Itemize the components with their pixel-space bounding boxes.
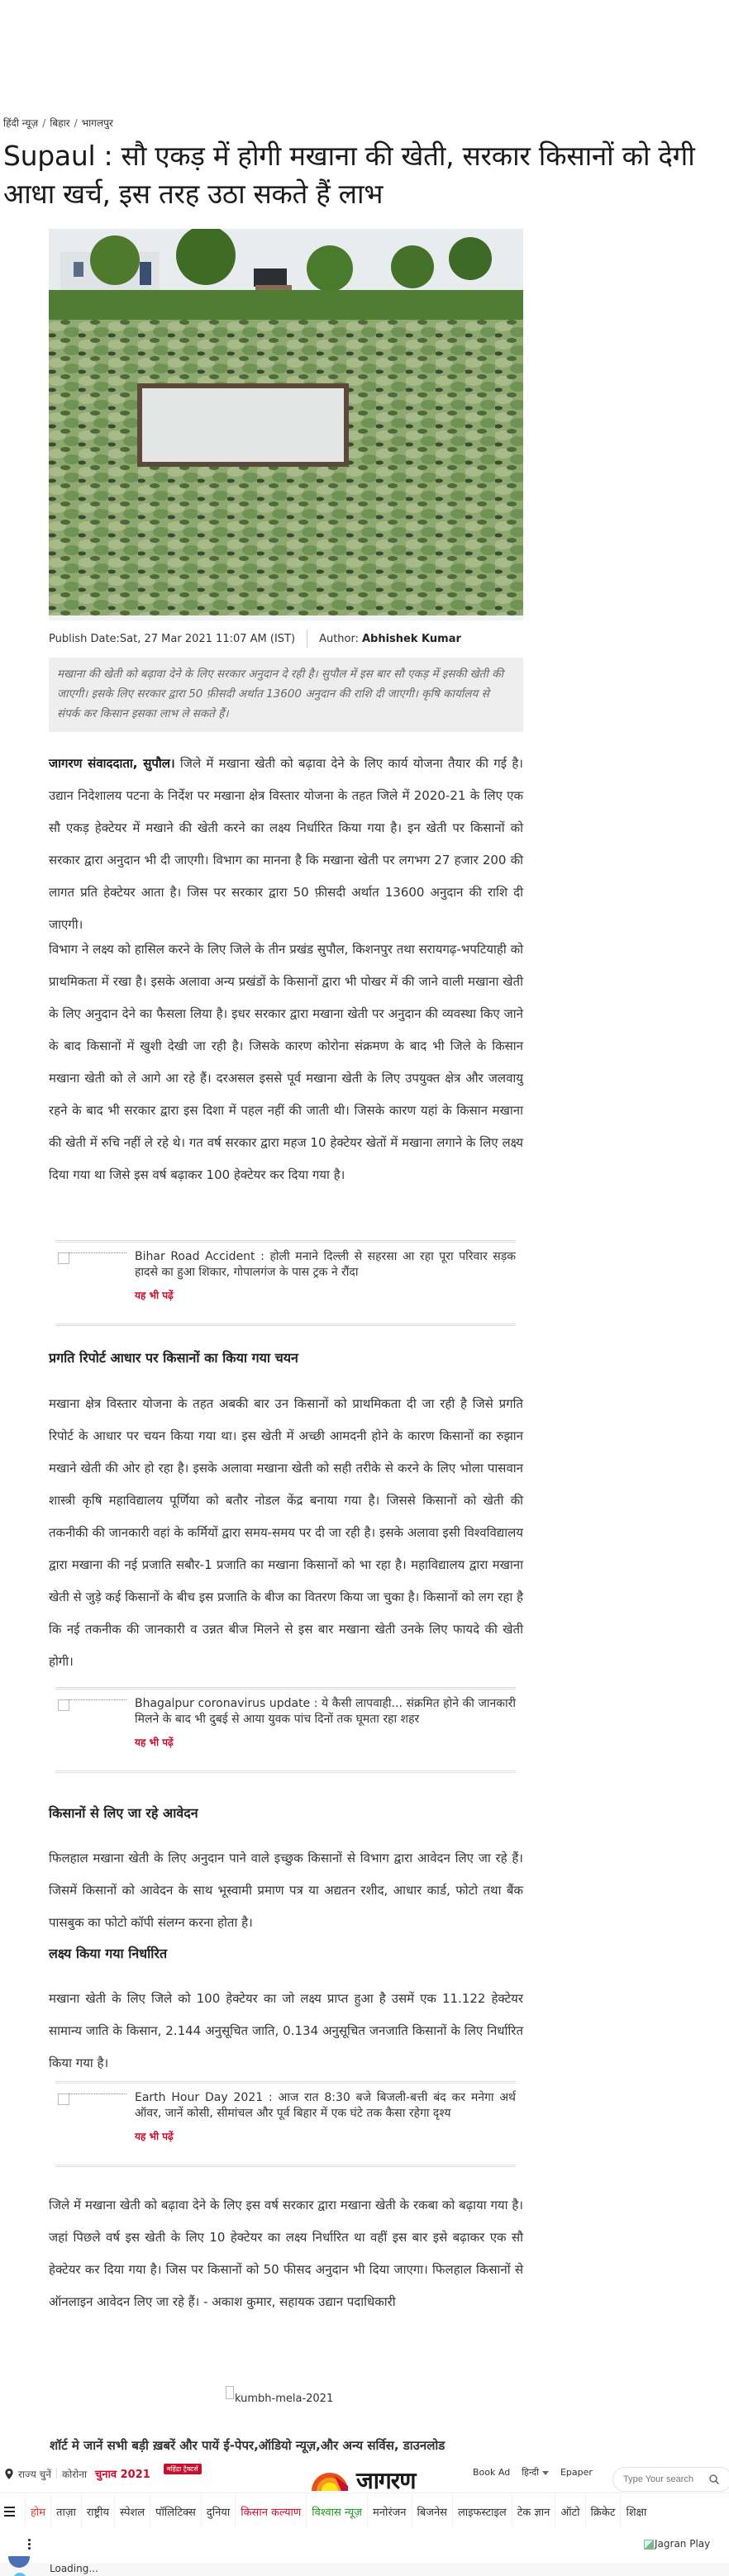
logo-text: जागरण (356, 2467, 416, 2494)
nav-kisan-kalyan[interactable]: किसान कल्याण (235, 2494, 306, 2528)
language-select[interactable]: हिन्दी (522, 2466, 549, 2479)
article-paragraph-5: मखाना खेती के लिए जिले को 100 हेक्टेयर का जो लक्ष्य प्राप्त हुआ है उसमें एक 11.122 हेक्टेयर सामान्य जाति के किसान, 2.144 अनुसूचित जाति, 0.134 अनुसूचित जनजाति किसानों के लिए निर्धारित किया गया है। (49, 1991, 523, 2070)
app-promo-text: शॉर्ट मे जानें सभी बड़ी ख़बरें और पायें ई-पेपर,ऑडियो न्यूज़,और अन्य सर्विस, डाउनलोड (50, 2438, 446, 2453)
article-paragraph-6: जिले में मखाना खेती को बढ़ावा देने के लिए इस वर्ष सरकार द्वारा मखाना खेती के रकबा को बढ़ाया गया है। जहां पिछले वर्ष इस खेती के लिए 10 हेक्टेयर का लक्ष्य निर्धारित था वहीं इस बार इसे बढ़ाकर एक सौ हेक्टेयर कर दिया गया है। जिस पर किसानों को 50 फीसद अनुदान भी दिया जाएगा। फिलहाल किसानों से ऑनलाइन आवेदन लिए जा रहे हैं। - अकाश कुमार, सहायक उद्यान पदाधिकारी (49, 2198, 523, 2309)
nav-business[interactable]: बिजनेस (412, 2494, 452, 2528)
related-title[interactable]: Bihar Road Accident : होली मनाने दिल्ली से सहरसा आ रहा पूरा परिवार सड़क हादसे का हुआ शिकार, गोपालगंज के पास ट्रक ने रौंदा (135, 1250, 516, 1279)
more-options-icon[interactable] (28, 2539, 31, 2550)
article-paragraph-4: फिलहाल मखाना खेती के लिए अनुदान पाने वाले इच्छुक किसानों से विभाग द्वारा आवेदन लिए जा रहे हैं। जिसमें किसानों को आवेदन के साथ भूस्वामी प्रमाण पत्र या अद्यतन रशीद, आधार कार्ड, फोटो तथा बैंक पासबुक का फोटो कॉपी संलग्न करना होता है। (49, 1851, 523, 1930)
related-article-2[interactable] (55, 1687, 516, 1773)
article-paragraph-2: विभाग ने लक्ष्य को हासिल करने के लिए जिले के तीन प्रखंड सुपौल, किशनपुर तथा सरायगढ़-भपटियाही को प्राथमिकता में रखा है। इसके अलावा अन्य प्रखंडों के किसानों द्वारा भी पोखर में की जाने वाली मखाना खेती के लिए अनुदान देने का फैसला लिया है। इधर सरकार द्वारा मखाना खेती पर अनुदान की व्यवस्था किए जाने के बाद किसानों में खुशी देखी जा रही है। जिसके कारण कोरोना संक्रमण के बाद भी जिले के किसान मखाना खेती को ले आगे आ रहे हैं। दरअसल इससे पूर्व मखाना खेती के लिए उपयुक्त क्षेत्र और जलवायु रहने के बाद भी सरकार द्वारा इस दिशा में पहल नहीं की जाती थी। जिसके कारण यहां के किसान मखाना की खेती में रुचि नहीं ले रहे थे। गत वर्ष सरकार द्वारा महज 10 हेक्टेयर खेतों में मखाना लगाने के लिए लक्ष्य दिया गया था जिसे इस वर्ष बढ़ाकर 100 हेक्टेयर कर दिया गया है। (49, 942, 523, 1182)
thumbnail-placeholder (58, 1252, 69, 1264)
nav-entertainment[interactable]: मनोरंजन (367, 2494, 412, 2528)
jagran-logo[interactable] (310, 2464, 416, 2496)
nav-vishvas-news[interactable]: विश्वास न्यूज़ (306, 2494, 367, 2528)
breadcrumb (3, 116, 113, 130)
divider (56, 2469, 57, 2479)
article-meta (49, 626, 461, 651)
nav-world[interactable]: दुनिया (201, 2494, 235, 2528)
breadcrumb-separator: / (74, 116, 78, 129)
nav-education[interactable]: शिक्षा (620, 2494, 651, 2528)
loading-spinner-icon (13, 2573, 26, 2576)
loading-spinner-icon (8, 2556, 30, 2568)
nav-tech[interactable]: टेक ज्ञान (512, 2494, 555, 2528)
publish-label: Publish Date: (49, 632, 120, 645)
read-also-link[interactable]: यह भी पढ़ें (135, 1290, 174, 1301)
publish-date: Sat, 27 Mar 2021 11:07 AM (IST) (119, 632, 296, 645)
read-also-link[interactable]: यह भी पढ़ें (135, 1737, 174, 1748)
article-paragraph-1: जागरण संवाददाता, सुपौल। जिले में मखाना खेती को बढ़ावा देने के लिए कार्य योजना तैयार की गई है। उद्यान निदेशालय पटना के निर्देश पर मखाना क्षेत्र विस्तार योजना के तहत जिले में 2020-21 के लिए एक सौ एकड़ हेक्टेयर में मखाने की खेती करने का लक्ष्य निर्धारित किया गया है। इन खेती पर किसानों को सरकार द्वारा अनुदान भी दी जाएगी। विभाग का मानना है कि मखाना खेती पर लगभग 27 हजार 200 की लागत प्रति हेक्टेयर आता है। जिस पर सरकार द्वारा 50 फ़ीसदी अर्थात 13600 अनुदान की राशि दी जाएगी। (49, 756, 523, 932)
broken-image-icon (644, 2540, 654, 2550)
article-summary: मखाना की खेती को बढ़ावा देने के लिए सरकार अनुदान दे रही है। सुपौल में इस बार सौ एकड़ में इसकी खेती की जाएगी। इसके लिए सरकार द्वारा 50 फ़ीसदी अर्थात 13600 अनुदान की राशि दी जाएगी। कृषि कार्यालय से संपर्क कर किसान इसका लाभ ले सकते हैं। (49, 658, 523, 732)
header-right (473, 2466, 593, 2479)
epaper-link[interactable]: Epaper (560, 2467, 593, 2478)
section-heading: प्रगति रिपोर्ट आधार पर किसानों का किया गया चयन (49, 1350, 298, 1366)
breadcrumb-separator: / (42, 116, 46, 129)
nav-cricket[interactable]: क्रिकेट (585, 2494, 621, 2528)
corona-link[interactable]: कोरोना (61, 2468, 88, 2480)
nav-politics[interactable]: पॉलिटिक्स (150, 2494, 201, 2528)
author-name[interactable]: Abhishek Kumar (361, 632, 461, 645)
sun-logo-icon (310, 2469, 350, 2491)
thumbnail-alt-text (69, 2094, 126, 2095)
kumbh-label: kumbh-mela-2021 (235, 2393, 334, 2405)
search-input[interactable] (623, 2474, 706, 2484)
article-paragraph-3: मखाना क्षेत्र विस्तार योजना के तहत अबकी बार उन किसानों को प्राथमिकता दी जा रही है जिसे प्रगति रिपोर्ट के आधार पर चयन किया गया था। इस खेती में अच्छी आमदनी होने के कारण किसानों का रुझान मखाने खेती की ओर हो रहा है। इसके अलावा मखाना खेती को सही तरीके से करने के लिए भोला पासवान शास्त्री कृषि महाविद्यालय पूर्णिया को बतौर नोडल केंद्र बनाया गया है। जिससे किसानों को खेती की तकनीकी की जानकारी वहां के कर्मियों द्वारा समय-समय पर दी जा रही है। इसके अलावा इसी विश्वविद्यालय द्वारा मखाना की नई प्रजाति सबौर-1 प्रजाति का मखाना किसानों को भा रहा है। महाविद्यालय द्वारा मखाना खेती से जुड़े कई किसानों के बीच इस प्रजाति के बीज का वितरण किया जा चुका है। किसानों को लग रहा है कि नई तकनीक की जानकारी व उन्नत बीज मिलने से इस बार मखाना खेती उनके लिए फायदे की खेती होगी। (49, 1396, 523, 1669)
jagran-play-link[interactable]: Jagran Play (644, 2535, 710, 2553)
makhana-field-image (49, 229, 523, 620)
related-title[interactable]: Bhagalpur coronavirus update : ये कैसी लापवाही... संक्रमित होने की जानकारी मिलने के बाद भी दुबई से आया युवक पांच दिनों तक घूमता रहा शहर (135, 1697, 516, 1726)
state-select[interactable]: राज्य चुनें (18, 2468, 51, 2480)
kumbh-mela-banner[interactable] (226, 2392, 333, 2405)
search-icon[interactable] (709, 2474, 719, 2484)
nav-home[interactable]: होम (25, 2494, 50, 2528)
related-title[interactable]: Earth Hour Day 2021 : आज रात 8:30 बजे बिजली-बत्ती बंद कर मनेगा अर्थ ऑवर, जानें कोसी, सीमांचल और पूर्व बिहार में एक घंटे तक कैसा रहेगा दृश्य (135, 2091, 516, 2120)
main-nav (0, 2494, 729, 2528)
sponsor-badge[interactable]: महिंद्रा ट्रैक्टर्स (164, 2464, 202, 2474)
loading-text: Loading... (50, 2563, 98, 2574)
section-heading: लक्ष्य किया गया निर्धारित (49, 1946, 168, 1961)
hero-image (49, 229, 523, 620)
dateline: जागरण संवाददाता, सुपौल। (49, 756, 175, 771)
breadcrumb-hindi-news[interactable]: हिंदी न्यूज़ (3, 117, 39, 129)
chevron-down-icon (542, 2471, 549, 2475)
book-ad-link[interactable]: Book Ad (473, 2467, 511, 2478)
page-title: Supaul : सौ एकड़ में होगी मखाना की खेती, सरकार किसानों को देगी आधा खर्च, इस तरह उठा सकते हैं लाभ (3, 140, 695, 210)
location-pin-icon (5, 2469, 13, 2479)
thumbnail-placeholder (58, 2094, 69, 2105)
election-link[interactable]: चुनाव 2021 (95, 2469, 150, 2481)
nav-national[interactable]: राष्ट्रीय (81, 2494, 114, 2528)
author-label: Author: (319, 632, 359, 645)
hamburger-menu-icon[interactable] (0, 2507, 25, 2517)
image-placeholder (226, 2386, 234, 2399)
loading-bar (0, 2563, 729, 2576)
thumbnail-alt-text (69, 1252, 126, 1254)
header-left (5, 2466, 202, 2481)
thumbnail-placeholder (58, 1699, 69, 1711)
nav-special[interactable]: स्पेशल (114, 2494, 150, 2528)
search-box[interactable] (612, 2467, 729, 2492)
related-article-3[interactable] (55, 2081, 516, 2167)
section-heading: किसानों से लिए जा रहे आवेदन (49, 1805, 198, 1821)
read-also-link[interactable]: यह भी पढ़ें (135, 2131, 174, 2142)
nav-lifestyle[interactable]: लाइफस्टाइल (452, 2494, 512, 2528)
related-article-1[interactable] (55, 1240, 516, 1326)
nav-latest[interactable]: ताज़ा (50, 2494, 81, 2528)
nav-auto[interactable]: ऑटो (555, 2494, 584, 2528)
breadcrumb-bhagalpur[interactable]: भागलपुर (81, 117, 113, 129)
thumbnail-alt-text (69, 1699, 126, 1701)
breadcrumb-bihar[interactable]: बिहार (50, 117, 70, 129)
